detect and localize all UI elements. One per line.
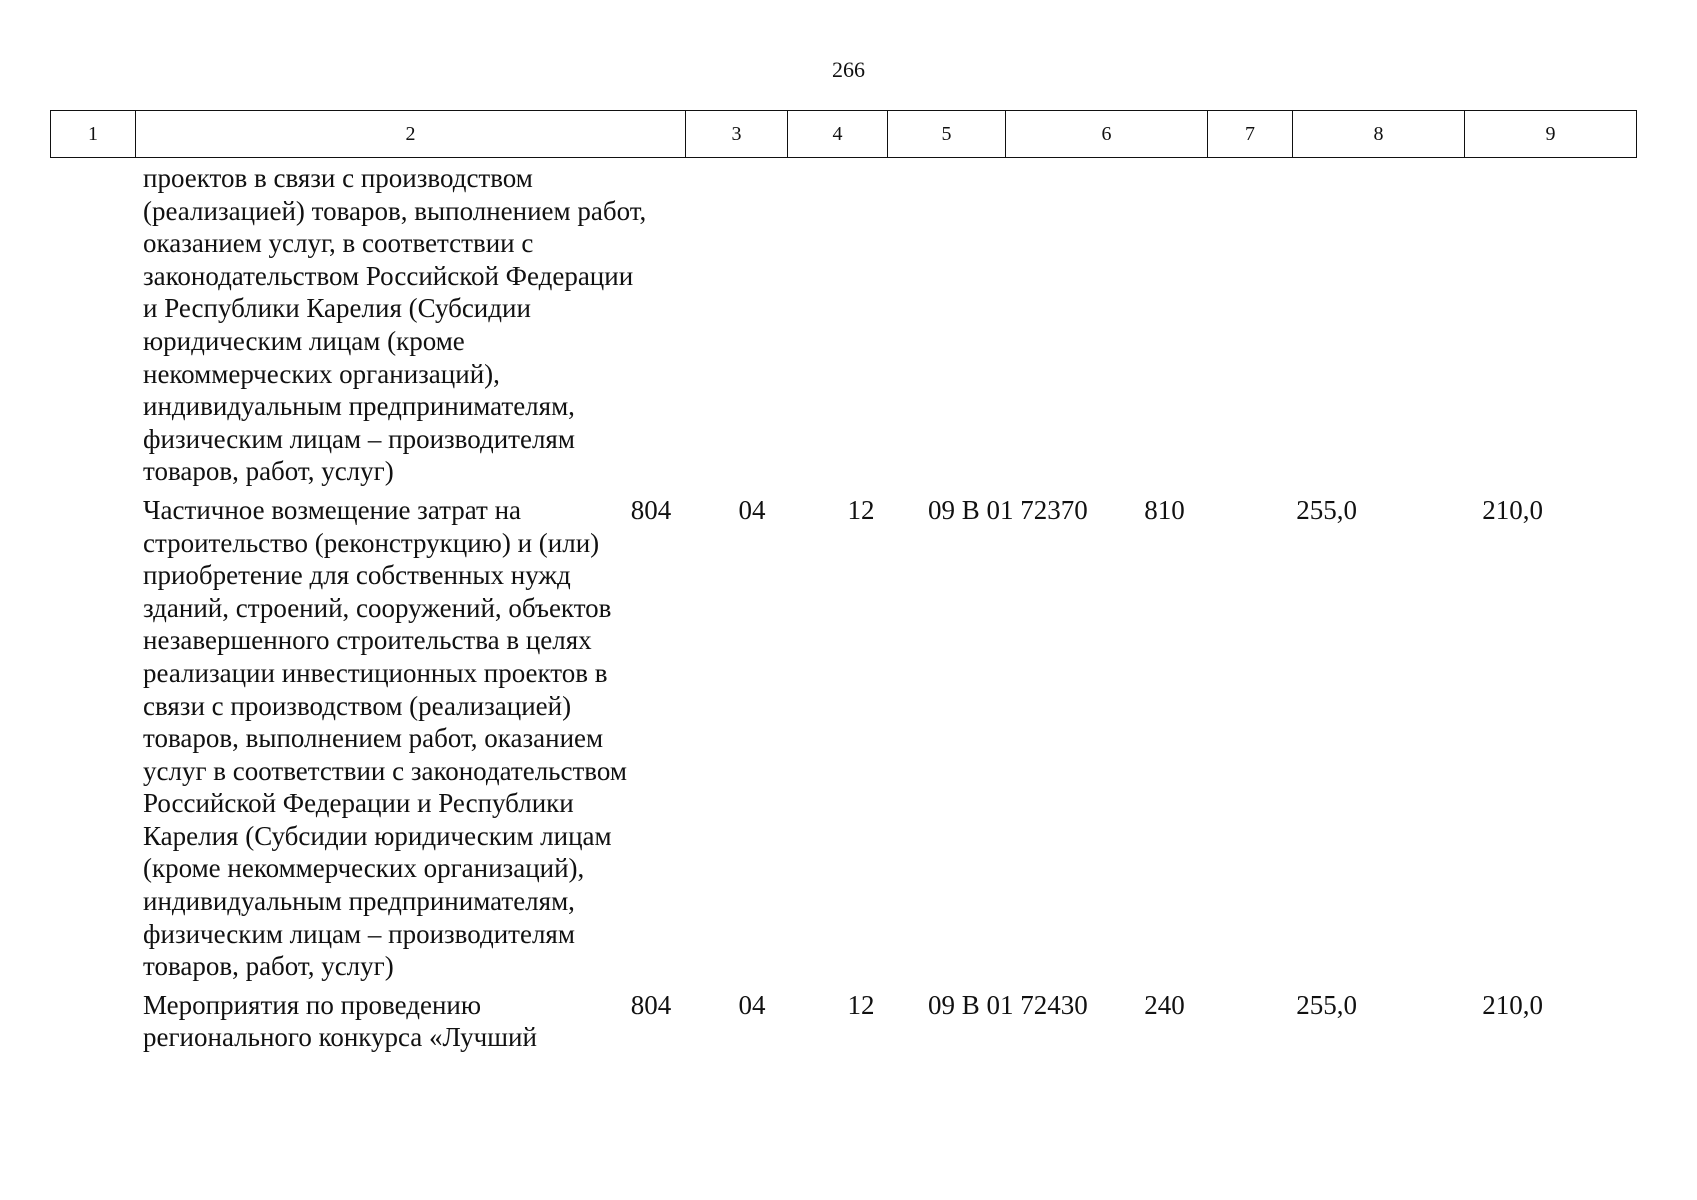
row-code-6: 09 В 01 72370	[928, 494, 1088, 525]
column-header-6: 6	[1006, 111, 1208, 158]
row-amount-9: 210,0	[1482, 989, 1543, 1020]
row-description	[50, 162, 647, 488]
description-line: услуг в соответствии с законодательством	[143, 755, 627, 786]
description-line: проектов в связи с производством	[143, 163, 533, 193]
description-line: оказанием услуг, в соответствии с	[143, 228, 534, 259]
row-code-4: 04	[738, 989, 766, 1020]
row-code-4	[702, 162, 802, 488]
row-code-4: 04	[738, 494, 766, 525]
row-code-6: 09 В 01 72430	[928, 989, 1088, 1020]
column-header-5: 5	[888, 111, 1006, 158]
description-line: индивидуальным предпринимателям,	[143, 391, 575, 422]
row-code-7: 810	[1144, 494, 1185, 525]
row-code-7	[1122, 162, 1207, 488]
description-line: и Республики Карелия (Субсидии	[143, 293, 531, 324]
description-line: Частичное возмещение затрат на	[143, 494, 522, 525]
description-line: Мероприятия по проведению	[143, 989, 482, 1020]
row-code-6	[920, 162, 1122, 488]
column-header-2: 2	[136, 111, 686, 158]
table-row	[50, 989, 1636, 1054]
row-code-3	[600, 162, 702, 488]
description-line: зданий, строений, сооружений, объектов	[143, 592, 612, 623]
row-amount-9: 210,0	[1482, 494, 1543, 525]
row-description	[50, 494, 627, 983]
description-line: реализации инвестиционных проектов в	[143, 657, 608, 688]
row-code-5	[802, 162, 920, 488]
row-amount-9	[1379, 162, 1551, 488]
description-line: товаров, работ, услуг)	[143, 951, 394, 982]
description-line: Карелия (Субсидии юридическим лицам	[143, 820, 612, 851]
description-line: законодательством Российской Федерации	[143, 260, 634, 291]
description-line: строительство (реконструкцию) и (или)	[143, 527, 600, 558]
row-code-7: 240	[1144, 989, 1185, 1020]
description-line: регионального конкурса «Лучший	[143, 1022, 537, 1053]
row-amount-8: 255,0	[1296, 989, 1357, 1020]
row-amount-8: 255,0	[1296, 494, 1357, 525]
description-line: (кроме некоммерческих организаций),	[143, 853, 585, 884]
column-header-3: 3	[686, 111, 788, 158]
column-header-1: 1	[51, 111, 136, 158]
row-code-3: 804	[630, 989, 672, 1020]
description-line: приобретение для собственных нужд	[143, 560, 571, 591]
page-number: 266	[832, 57, 865, 82]
description-line: физическим лицам – производителям	[143, 918, 575, 949]
description-line: (реализацией) товаров, выполнением работ,	[143, 195, 647, 226]
description-line: физическим лицам – производителям	[143, 423, 575, 454]
description-line: юридическим лицам (кроме	[143, 325, 465, 356]
table-row	[50, 494, 1636, 983]
table-body	[50, 162, 1636, 1060]
column-number-header	[50, 110, 1637, 158]
table-row	[50, 162, 1636, 488]
column-header-8: 8	[1293, 111, 1465, 158]
row-code-5: 12	[847, 494, 875, 525]
description-line: связи с производством (реализацией)	[143, 690, 572, 721]
description-line: Российской Федерации и Республики	[143, 788, 574, 819]
description-line: индивидуальным предпринимателям,	[143, 886, 575, 917]
column-header-9: 9	[1465, 111, 1637, 158]
row-code-5: 12	[847, 989, 875, 1020]
column-header-7: 7	[1208, 111, 1293, 158]
description-line: товаров, выполнением работ, оказанием	[143, 723, 604, 754]
column-header-4: 4	[788, 111, 888, 158]
row-amount-8	[1207, 162, 1379, 488]
description-line: некоммерческих организаций),	[143, 358, 500, 389]
description-line: товаров, работ, услуг)	[143, 456, 394, 487]
row-code-3: 804	[630, 494, 672, 525]
description-line: незавершенного строительства в целях	[143, 625, 592, 656]
row-description	[50, 989, 600, 1054]
